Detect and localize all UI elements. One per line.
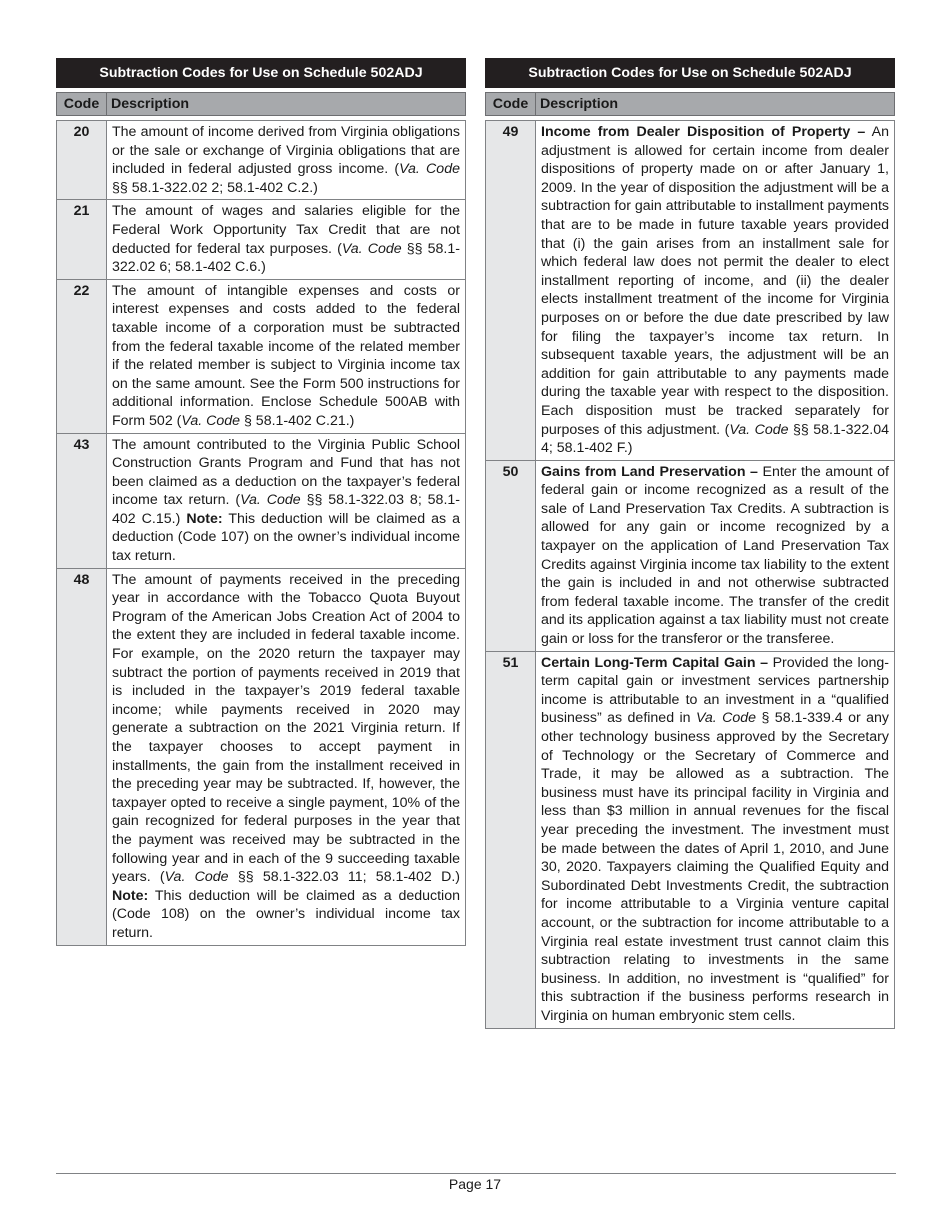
table-row	[486, 651, 895, 1028]
row-code: 49	[486, 121, 536, 461]
row-description: The amount of income derived from Virginia obligations or the sale or exchange of Virginia obligations that are included in federal adjusted gross income. (Va. Code §§ 58.1-322.02 2; 58.1-402 C.2.)	[107, 121, 466, 200]
table-title: Subtraction Codes for Use on Schedule 502ADJ	[486, 59, 895, 88]
row-code: 20	[57, 121, 107, 200]
row-code: 22	[57, 279, 107, 433]
row-code: 50	[486, 460, 536, 651]
right-subtraction-table	[485, 58, 895, 1029]
table-row	[486, 460, 895, 651]
code-column-header: Code	[57, 93, 107, 116]
table-row	[57, 433, 466, 568]
row-description: The amount of payments received in the preceding year in accordance with the Tobacco Quota Buyout Program of the American Jobs Creation Act of 2004 to the extent they are included in federal taxable income. For example, on the 2020 return the taxpayer may subtract the portion of payments received in 2019 that is included in the taxpayer’s 2019 federal taxable income; while payments received in 2020 may generate a subtraction on the 2021 Virginia return. If the taxpayer chooses to accept payment in installments, the gain from the installment received in the preceding year may be subtracted. If, however, the taxpayer opted to receive a single payment, 10% of the gain recognized for federal purposes in the year that the payment was received may be subtracted in the following year and in each of the 9 succeeding taxable years. (Va. Code §§ 58.1-322.03 11; 58.1-402 D.) Note: This deduction will be claimed as a deduction (Code 108) on the owner’s individual income tax return.	[107, 568, 466, 945]
row-code: 21	[57, 200, 107, 279]
row-description: The amount contributed to the Virginia Public School Construction Grants Program and Fund that has not been claimed as a deduction on the taxpayer’s federal income tax return. (Va. Code §§ 58.1-322.03 8; 58.1-402 C.15.) Note: This deduction will be claimed as a deduction (Code 107) on the owner’s individual income tax return.	[107, 433, 466, 568]
row-description: Income from Dealer Disposition of Property – An adjustment is allowed for certain income from dealer dispositions of property made on or after January 1, 2009. In the year of disposition the adjustment will be a subtraction for gain attributable to installment payments that are to be made in future taxable years provided that (i) the gain arises from an installment sale for which federal law does not permit the dealer to elect installment reporting of income, and (ii) the dealer elects installment treatment of the income for Virginia purposes on or before the due date prescribed by law for filing the taxpayer’s income tax return. In subsequent taxable years, the adjustment will be an addition for gain attributable to any payments made during the taxable year with respect to the disposition. Each disposition must be tracked separately for purposes of this adjustment. (Va. Code §§ 58.1-322.04 4; 58.1-402 F.)	[536, 121, 895, 461]
row-description: The amount of wages and salaries eligible for the Federal Work Opportunity Tax Credit that are not deducted for federal tax purposes. (Va. Code §§ 58.1-322.02 6; 58.1-402 C.6.)	[107, 200, 466, 279]
code-column-header: Code	[486, 93, 536, 116]
row-code: 48	[57, 568, 107, 945]
row-description: Gains from Land Preservation – Enter the amount of federal gain or income recognized as a result of the sale of Land Preservation Tax Credits. A subtraction is allowed for any gain or income recognized by a taxpayer on the application of Land Preservation Tax Credits against Virginia income tax liability to the extent the gain is included in and not otherwise subtracted from federal taxable income. The transfer of the credit and its application against a tax liability must not create gain or loss for the transferor or the transferee.	[536, 460, 895, 651]
table-row	[57, 279, 466, 433]
row-code: 43	[57, 433, 107, 568]
table-row	[57, 568, 466, 945]
table-row	[57, 200, 466, 279]
left-subtraction-table	[56, 58, 466, 946]
description-column-header: Description	[536, 93, 895, 116]
table-row	[486, 121, 895, 461]
footer-divider	[56, 1173, 896, 1174]
table-title: Subtraction Codes for Use on Schedule 502ADJ	[57, 59, 466, 88]
row-description: Certain Long-Term Capital Gain – Provided the long-term capital gain or investment services partnership income is attributable to an investment in a “qualified business” as defined in Va. Code § 58.1-339.4 or any other technology business approved by the Secretary of Technology or the Secretary of Commerce and Trade, it may be allowed as a subtraction. The business must have its principal facility in Virginia and less than $3 million in annual revenues for the fiscal year preceding the investment. The investment must be made between the dates of April 1, 2010, and June 30, 2020. Taxpayers claiming the Qualified Equity and Subordinated Debt Investments Credit, the subtraction for income attributable to a Virginia venture capital account, or the subtraction for income attributable to a Virginia real estate investment trust cannot claim this subtraction relating to investments in the same business. In addition, no investment is “qualified” for this subtraction if the business performs research in Virginia on human embryonic stem cells.	[536, 651, 895, 1028]
page-number: Page 17	[448, 1176, 502, 1192]
description-column-header: Description	[107, 93, 466, 116]
row-code: 51	[486, 651, 536, 1028]
table-row	[57, 121, 466, 200]
row-description: The amount of intangible expenses and costs or interest expenses and costs added to the federal taxable income of a corporation must be subtracted from the federal taxable income of the related member if the related member is subject to Virginia income tax on the same amount. See the Form 500 instructions for additional information. Enclose Schedule 500AB with Form 502 (Va. Code § 58.1-402 C.21.)	[107, 279, 466, 433]
